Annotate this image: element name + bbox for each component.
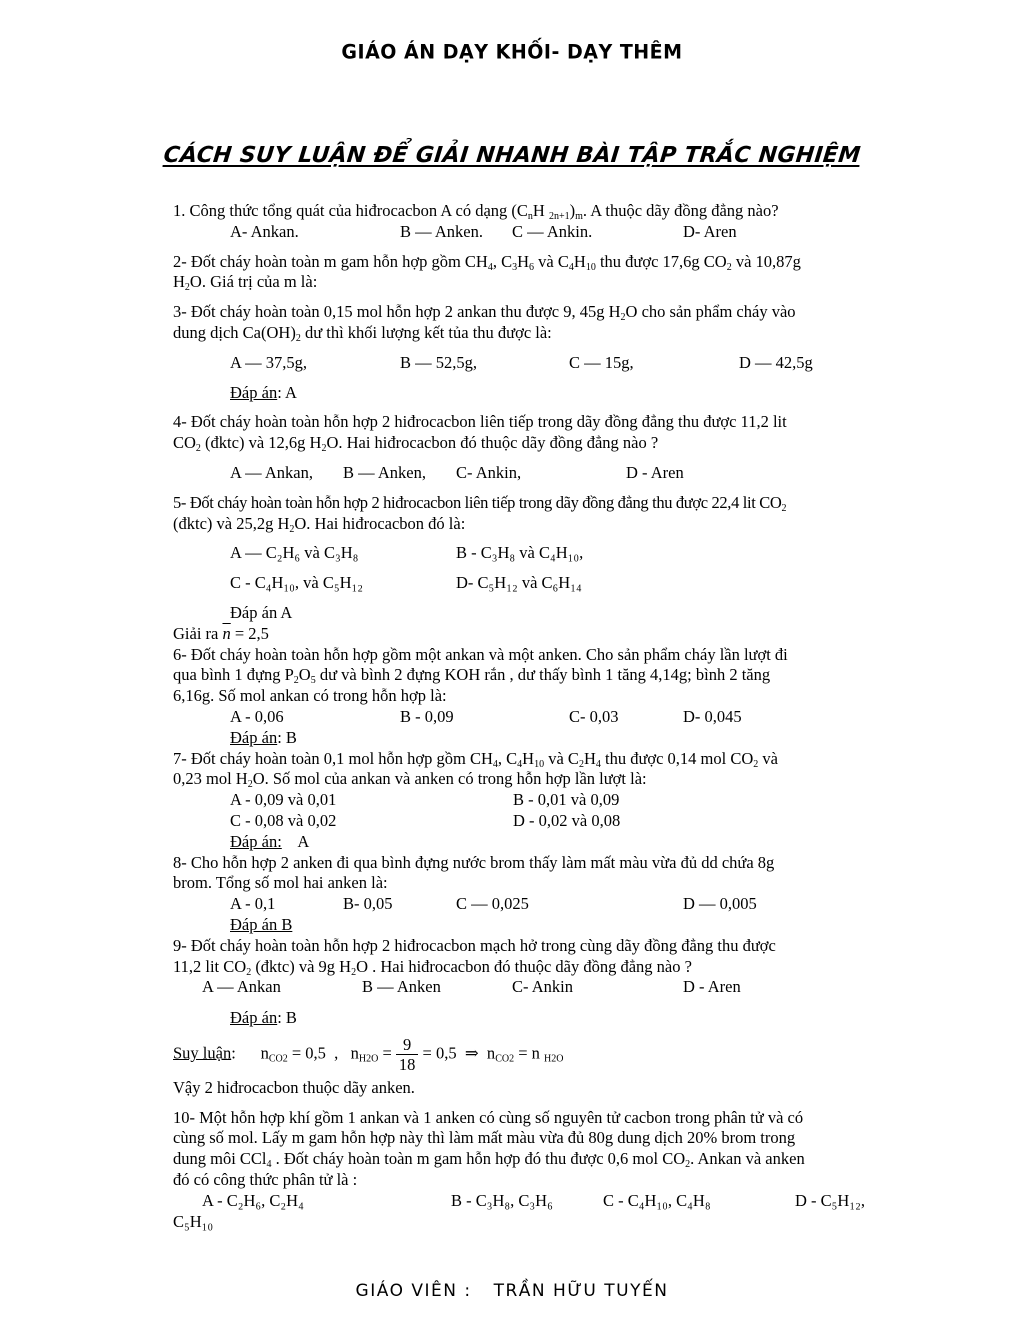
question-text-cont: 0,23 mol $H_2O$. Số mol của ankan và anken có trong hỗn hợp lần lượt là: [173,769,647,791]
option-c: C — Ankin. [512,221,593,241]
option-c: C- Ankin [512,977,573,997]
question-list [173,201,893,1232]
question-6 [173,645,893,749]
solution-note: Giải ra $\overline{n} = 2,5$ [173,623,269,643]
option-b: B — Anken [362,977,441,997]
question-text: 9- Đốt cháy hoàn toàn hỗn hợp 2 hiđrocacbon mạch hở trong cùng dãy đồng đẳng thu được [173,935,776,955]
question-text-cont: dung dịch $Ca(OH)_2$ dư thì khối lượng kết tủa thu được là: [173,322,552,344]
option-b: B - C₃H₈, C₃H₆ [451,1190,553,1210]
answer-options [173,222,893,243]
option-a: A - 0,06 [230,706,284,726]
option-d: D — 42,5g [739,352,813,372]
option-c: C- 0,03 [569,706,619,726]
option-a: A- Ankan. [230,221,299,241]
teacher-name: TRẦN HỮU TUYẾN [493,1281,669,1301]
question-1 [173,201,893,243]
question-text-cont: dung môi CCl$_4$ . Đốt cháy hoàn toàn m gam hỗn hợp đó thu được 0,6 mol $CO_2$. Ankan và anken [173,1149,805,1171]
question-text: 1. Công thức tổng quát của hiđrocacbon A có dạng ($C_nH$ $_{2n+1})_m$. A thuộc dãy đồng đẳng nào? [173,201,779,222]
option-d: D - 0,02 và 0,08 [513,810,621,830]
question-text: 7- Đốt cháy hoàn toàn 0,1 mol hỗn hợp gồm $CH_4$, $C_4H_{10}$ và $C_2H_4$ thu được 0,14 mol $CO_2$ và [173,748,778,770]
question-text-cont: đó có công thức phân tử là : [173,1170,358,1190]
answer-options [173,1191,893,1212]
question-text: 2- Đốt cháy hoàn toàn m gam hỗn hợp gồm $CH_4$, $C_3H_6$ và $C_4H_{10}$ thu được 17,6g $CO_2$ và 10,87g [173,251,801,273]
question-7 [173,749,893,853]
question-text: 6- Đốt cháy hoàn toàn hỗn hợp gồm một ankan và một anken. Cho sản phẩm cháy lần lượt đi [173,644,788,664]
answer-options [173,353,893,374]
answer-key: Đáp án: A [230,382,297,402]
answer-options [173,707,893,728]
option-a: A — 37,5g, [230,352,308,372]
answer-options [173,463,893,484]
option-d-cont: C₅H₁₀ [173,1211,214,1231]
question-text-cont: 6,16g. Số mol ankan có trong hỗn hợp là: [173,686,447,706]
question-text-cont: qua bình 1 đựng $P_2O_5$ dư và bình 2 đựng KOH rắn , dư thấy bình 1 tăng 4,14g; bình 2 tăng [173,665,771,687]
reasoning-formula: Suy luận: $n_{CO2} = 0,5$ , $n_{H2O}$ = $\frac{9}{18}$ = 0,5 ⇒ $n_{CO2} = n$ $_{H2O}$ [173,1034,564,1074]
option-c: C — 15g, [569,352,634,372]
fraction: $\frac{9}{18}$ [396,1035,419,1074]
question-9 [173,936,893,1099]
option-d: D- 0,045 [683,706,742,726]
option-a: A - C₂H₆, C₂H₄ [202,1190,304,1210]
answer-options [173,811,893,832]
question-text-cont: cùng số mol. Lấy m gam hỗn hợp này thì làm mất màu vừa đủ 80g dung dịch 20% brom trong [173,1128,796,1148]
document-footer [0,1281,1024,1302]
question-text-cont: $CO_2$ (đktc) và 12,6g $H_2O$. Hai hiđrocacbon đó thuộc dãy đồng đẳng nào ? [173,433,659,455]
option-c: C- Ankin, [456,462,522,482]
question-2 [173,252,893,294]
option-d: D - C₅H₁₂, [795,1190,865,1210]
document-header: GIÁO ÁN DẠY KHỐI- DẠY THÊM [341,40,683,64]
option-b: B - 0,09 [400,706,454,726]
question-10 [173,1108,893,1233]
question-text-cont: $H_2O$. Giá trị của m là: [173,272,318,294]
question-text: 3- Đốt cháy hoàn toàn 0,15 mol hỗn hợp 2 ankan thu được 9, 45g $H_2O$ cho sản phẩm cháy vào [173,302,796,324]
option-a: A — Ankan [202,977,281,997]
option-d: D- Aren [683,221,737,241]
option-a: A — Ankan, [230,462,313,482]
answer-key: Đáp án B [230,914,293,934]
option-b: B — Anken. [400,221,483,241]
question-text: 5- Đốt cháy hoàn toàn hỗn hợp 2 hiđrocacbon liên tiếp trong dãy đồng đẳng thu được 22,4 lit $CO_2$ [173,492,787,514]
option-d: D- C₅H₁₂ và C₆H₁₄ [456,573,582,593]
option-a: A - 0,1 [230,894,276,914]
option-c: C - 0,08 và 0,02 [230,810,337,830]
question-text-cont: (đktc) và 25,2g $H_2O$. Hai hiđrocacbon đó là: [173,513,466,535]
answer-key: Đáp án: A [230,831,310,851]
answer-key: Đáp án: B [230,1008,297,1028]
question-text: 8- Cho hỗn hợp 2 anken đi qua bình đựng nước brom thấy làm mất màu vừa đủ dd chứa 8g [173,852,775,872]
option-c: C - C₄H₁₀, C₄H₈ [603,1190,711,1210]
answer-options [173,790,893,811]
question-5 [173,493,893,645]
answer-options [173,543,893,564]
question-text-cont: brom. Tổng số mol hai anken là: [173,873,388,893]
answer-options [173,573,893,594]
option-a: A - 0,09 và 0,01 [230,790,337,810]
conclusion: Vậy 2 hiđrocacbon thuộc dãy anken. [173,1077,415,1097]
answer-key: Đáp án: B [230,727,297,747]
option-c: C — 0,025 [456,894,529,914]
question-text: 10- Một hỗn hợp khí gồm 1 ankan và 1 anken có cùng số nguyên tử cacbon trong phân tử và có [173,1107,804,1127]
document-title: CÁCH SUY LUẬN ĐỂ GIẢI NHANH BÀI TẬP TRẮC NGHIỆM [162,143,862,168]
question-text: 4- Đốt cháy hoàn toàn hỗn hợp 2 hiđrocacbon liên tiếp trong dãy đồng đẳng thu được 11,2 lit [173,412,787,432]
option-d: D — 0,005 [683,894,757,914]
option-b: B - C₃H₈ và C₄H₁₀, [456,543,584,563]
teacher-label: GIÁO VIÊN : [355,1281,472,1301]
option-b: B - 0,01 và 0,09 [513,790,620,810]
answer-key: Đáp án A [230,602,293,622]
question-8 [173,853,893,936]
answer-options [173,894,893,915]
answer-options [173,977,893,998]
option-d: D - Aren [683,977,741,997]
option-c: C - C₄H₁₀, và C₅H₁₂ [230,573,364,593]
question-text-cont: 11,2 lit $CO_2$ (đktc) và 9g $H_2O$ . Hai hiđrocacbon đó thuộc dãy đồng đẳng nào ? [173,956,692,978]
question-4 [173,412,893,483]
option-d: D - Aren [626,462,684,482]
option-a: A — C₂H₆ và C₃H₈ [230,543,359,563]
option-b: B — 52,5g, [400,352,478,372]
option-b: B — Anken, [343,462,426,482]
option-b: B- 0,05 [343,894,393,914]
question-3 [173,302,893,403]
